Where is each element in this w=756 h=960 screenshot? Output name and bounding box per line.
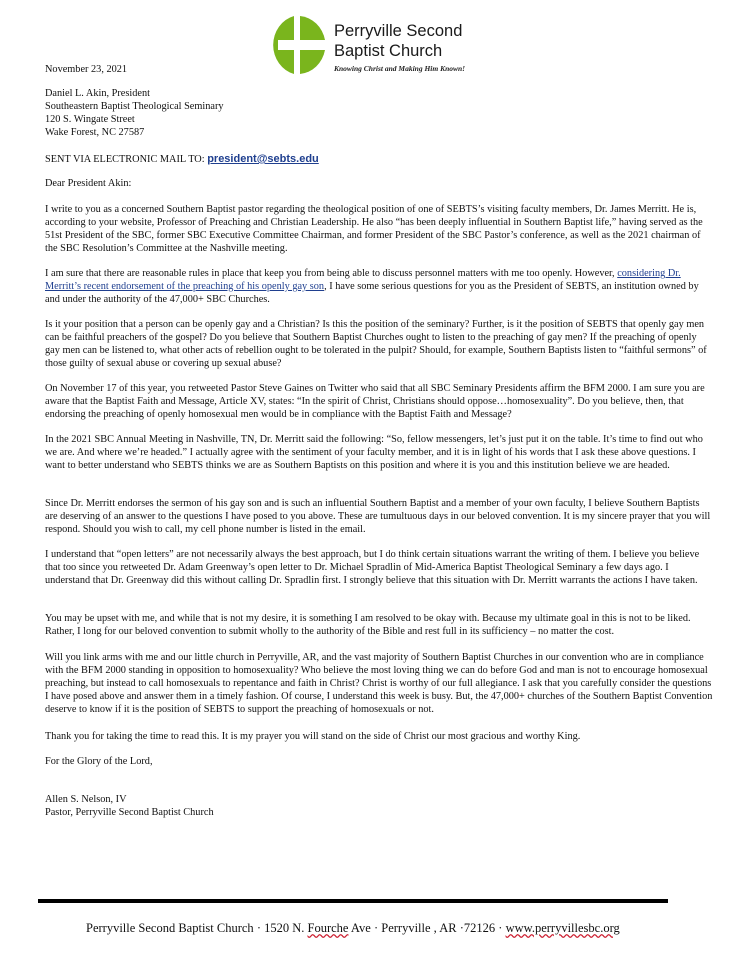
paragraph-1: I write to you as a concerned Southern Baptist pastor regarding the theological position of one of SEBTS’s visiting faculty members, Dr. James Merritt. He is, according to your website, Professor of Preaching and Christian Leadership. He also “has been deeply influential in Southern Baptist life,” having served as the 51st President of the SBC, former SBC Executive Committee Chairman, and former President of the SBC Pastor’s conference, as well as the 2021 chairman of the SBC Resolution’s Committee at the Nashville meeting. bbox=[45, 204, 703, 254]
salutation: Dear President Akin: bbox=[45, 178, 132, 189]
endorsement-link[interactable]: considering Dr. Merritt’s recent endorsement of the preaching of his openly gay son bbox=[45, 268, 681, 292]
recipient-line4: Wake Forest, NC 27587 bbox=[45, 126, 145, 138]
footer-street-pre: 1520 N. bbox=[264, 921, 308, 935]
paragraph-10: Thank you for taking the time to read this. It is my prayer you will stand on the side of Christ our most gracious and worthy King. bbox=[45, 731, 581, 742]
footer-street-post: Ave bbox=[348, 921, 371, 935]
paragraph-5: In the 2021 SBC Annual Meeting in Nashville, TN, Dr. Merritt said the following: “So, fellow messengers, let’s just put it on the table. It’s time to find out who we are. And where we’re headed.” I actually agree with the sentiment of your faculty member, and it is in light of his words that I ask these above questions. I want to better understand who SEBTS thinks we are as Southern Baptists on this position and where it is you and this institution believe we are headed. bbox=[45, 434, 703, 471]
church-logo-icon bbox=[268, 14, 326, 76]
footer-separator: · bbox=[495, 921, 506, 935]
footer-zip: ·72126 bbox=[459, 921, 496, 935]
closing: For the Glory of the Lord, bbox=[45, 756, 153, 767]
church-name bbox=[334, 21, 534, 61]
paragraph-7: I understand that “open letters” are not necessarily always the best approach, but I do think certain situations warrant the writing of them. I believe you believe that too since you retweeted Dr. Adam Greenway’s open letter to Dr. Michael Spradlin of Mid-America Baptist Theological Seminary a few days ago. I understand that Dr. Greenway did this without calling Dr. Spradlin first. I strongly believe that this situation with Dr. Merritt warrants the actions I have taken. bbox=[45, 549, 700, 586]
email-link[interactable]: president@sebts.edu bbox=[207, 153, 319, 165]
paragraph-2-text-b: , I have some serious questions for you as the President of SEBTS, an institution owned by and under the authority of the 47,000+ SBC Churches. bbox=[45, 280, 699, 305]
footer-street-fourche: Fourche bbox=[307, 921, 349, 935]
church-name-line2: Baptist Church bbox=[334, 42, 443, 60]
paragraph-4: On November 17 of this year, you retweeted Pastor Steve Gaines on Twitter who said that all SBC Seminary Presidents affirm the BFM 2000. I am sure you are aware that the Baptist Faith and Message, Article XV, states: “In the spirit of Christ, Christians should oppose…homosexuality”. Do you believe, then, that endorsing the preaching of openly homosexual men would be in compliance with the Baptist Faith and Message? bbox=[45, 383, 705, 420]
sent-via-label: SENT VIA ELECTRONIC MAIL TO: bbox=[45, 154, 208, 165]
footer-separator: · bbox=[370, 921, 382, 935]
tagline: Knowing Christ and Making Him Known! bbox=[334, 64, 466, 73]
footer-divider bbox=[38, 899, 668, 903]
footer-church-name: Perryville Second Baptist Church bbox=[86, 921, 254, 935]
sent-via-line bbox=[45, 153, 319, 167]
footer-website-link[interactable]: www.perryvillesbc.org bbox=[505, 921, 620, 935]
paragraph-2-text-a: I am sure that there are reasonable rules in place that keep you from being able to discuss personnel matters with me too openly. However, bbox=[45, 268, 618, 279]
paragraph-2 bbox=[45, 268, 713, 307]
paragraph-6: Since Dr. Merritt endorses the sermon of his gay son and is such an influential Southern Baptist and a member of your own faculty, I believe Southern Baptists are deserving of an answer to the questions I have posed to you above. These are tumultuous days in our beloved convention. It is my sincere prayer that you will respond. Should you wish to call, my cell phone number is listed in the email. bbox=[45, 498, 711, 535]
footer-city: Perryville , AR bbox=[381, 921, 457, 935]
paragraph-8: You may be upset with me, and while that is not my desire, it is something I am resolved to be okay with. Because my ultimate goal in this is not to be liked. Rather, I long for our beloved convention to submit wholly to the authority of the Bible and rest full in its sufficiency – no matter the cost. bbox=[45, 613, 691, 637]
church-name-line1: Perryville Second bbox=[334, 22, 463, 40]
recipient-line3: 120 S. Wingate Street bbox=[45, 113, 135, 125]
paragraph-9: Will you link arms with me and our little church in Perryville, AR, and the vast majority of Southern Baptist Churches in our convention who are in compliance with the BFM 2000 standing in opposition to homosexuality? Who believe the most loving thing we can do before God and man is not to encourage homosexual preaching, but instead to call homosexuals to repentance and faith in Christ? Christ is worthy of our full allegiance. I ask that you carefully consider the questions I have posed above and answer them in a timely fashion. Of course, I understand this week is busy. But, the 47,000+ churches of the Southern Baptist Convention deserve to know if it is the position of SEBTS to support the preaching of homosexuals or not. bbox=[45, 652, 713, 715]
recipient-line2: Southeastern Baptist Theological Seminary bbox=[45, 100, 224, 112]
recipient-address bbox=[45, 88, 224, 140]
letter-date: November 23, 2021 bbox=[45, 64, 128, 75]
footer-separator: · bbox=[253, 921, 265, 935]
signature-name: Allen S. Nelson, IV bbox=[45, 794, 127, 805]
signature-title: Pastor, Perryville Second Baptist Church bbox=[45, 806, 214, 818]
recipient-line1: Daniel L. Akin, President bbox=[45, 88, 150, 99]
signature-block bbox=[45, 794, 214, 820]
footer-address bbox=[86, 921, 706, 936]
paragraph-3: Is it your position that a person can be openly gay and a Christian? Is this the position of the seminary? Further, is it the position of SEBTS that openly gay men can be faithful preachers of the gospel? Do you believe that Southern Baptist Churches ought to listen to the preaching of gay men? If the preaching of openly gay men can be listened to, what other acts of rebellion ought to be tolerated in the pulpit? Should, for example, Southern Baptists listen to “faithful sermons” of those guilty of sexual abuse or covering up sexual abuse? bbox=[45, 319, 707, 369]
